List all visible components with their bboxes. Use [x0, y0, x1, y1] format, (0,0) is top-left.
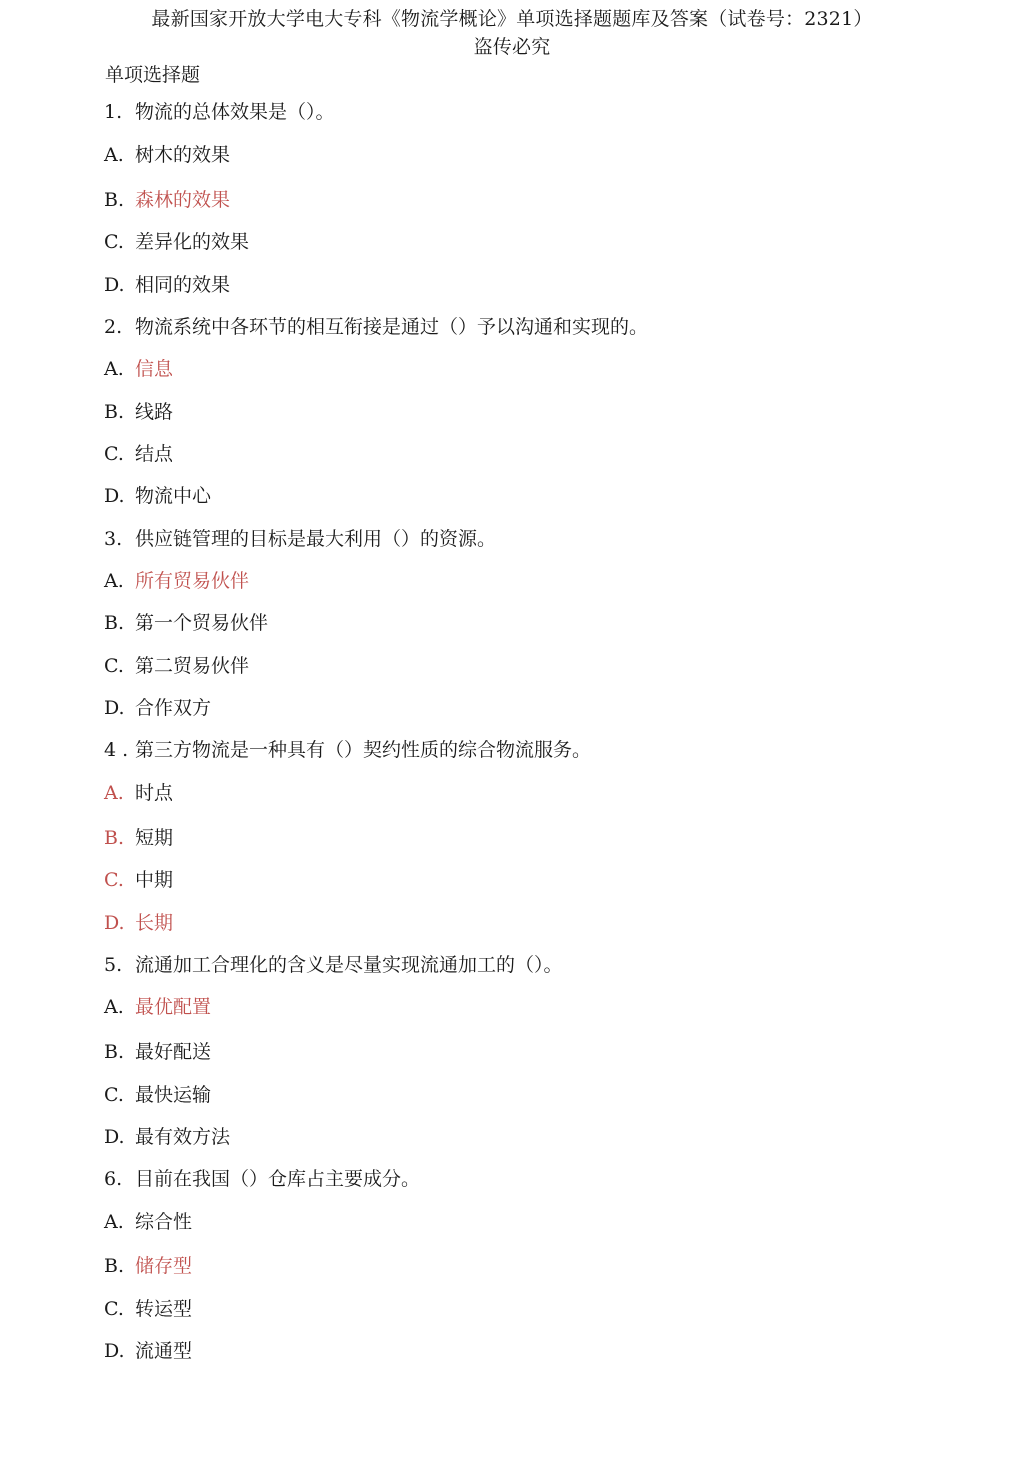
option-text: 转运型 [135, 1298, 193, 1320]
correct-answer-text: 所有贸易伙伴 [135, 570, 250, 592]
option-label: C. [104, 655, 124, 677]
option-label: D. [104, 912, 125, 934]
option-2-b [104, 400, 173, 424]
document-subtitle: 盗传必究 [473, 36, 551, 58]
option-5-d [104, 1125, 230, 1149]
option-1-a [104, 143, 230, 167]
question-number: 1. [104, 101, 123, 123]
option-3-a [104, 569, 249, 593]
option-label: A. [104, 782, 124, 804]
option-text: 综合性 [135, 1211, 193, 1233]
option-text: 结点 [135, 443, 174, 465]
option-4-c [104, 868, 173, 892]
option-2-a [104, 357, 173, 381]
option-text: 物流中心 [135, 485, 212, 507]
option-3-c [104, 654, 249, 678]
option-text: 流通型 [135, 1340, 193, 1362]
option-label: C. [104, 1084, 124, 1106]
option-1-c [104, 230, 249, 254]
option-text: 差异化的效果 [135, 231, 250, 253]
question-5 [104, 953, 563, 977]
question-number: 6. [104, 1168, 123, 1190]
correct-answer-text: 森林的效果 [135, 189, 231, 211]
option-label: D. [104, 697, 125, 719]
correct-answer-text: 储存型 [135, 1255, 193, 1277]
option-text: 相同的效果 [135, 274, 231, 296]
question-text: 物流系统中各环节的相互衔接是通过（）予以沟通和实现的。 [135, 316, 649, 338]
question-1 [104, 100, 335, 124]
option-5-b [104, 1040, 211, 1064]
option-label: A. [104, 1211, 124, 1233]
question-number: 4 . [104, 739, 129, 761]
question-2 [104, 315, 648, 339]
option-label: B. [104, 401, 125, 423]
question-text: 供应链管理的目标是最大利用（）的资源。 [135, 528, 497, 550]
option-2-d [104, 484, 211, 508]
option-4-d [104, 911, 173, 935]
option-text: 中期 [135, 869, 174, 891]
question-6 [104, 1167, 420, 1191]
option-4-b [104, 826, 173, 850]
option-6-d [104, 1339, 192, 1363]
option-text: 线路 [135, 401, 174, 423]
option-3-d [104, 696, 211, 720]
option-label: A. [104, 144, 124, 166]
option-label: A. [104, 358, 124, 380]
option-5-a [104, 995, 211, 1019]
option-text: 最好配送 [135, 1041, 212, 1063]
question-number: 2. [104, 316, 123, 338]
option-label: C. [104, 443, 124, 465]
question-number: 3. [104, 528, 123, 550]
question-number: 5. [104, 954, 123, 976]
question-text: 第三方物流是一种具有（）契约性质的综合物流服务。 [135, 739, 592, 761]
option-label: B. [104, 827, 125, 849]
question-text: 物流的总体效果是（）。 [135, 101, 335, 123]
option-3-b [104, 611, 268, 635]
option-label: D. [104, 274, 125, 296]
section-heading: 单项选择题 [105, 64, 201, 86]
option-label: B. [104, 189, 125, 211]
correct-answer-text: 最优配置 [135, 996, 212, 1018]
option-text: 第一个贸易伙伴 [135, 612, 269, 634]
option-label: B. [104, 612, 125, 634]
option-text: 时点 [135, 782, 174, 804]
option-label: D. [104, 485, 125, 507]
option-5-c [104, 1083, 211, 1107]
option-text: 树木的效果 [135, 144, 231, 166]
option-label: B. [104, 1041, 125, 1063]
question-text: 流通加工合理化的含义是尽量实现流通加工的（）。 [135, 954, 563, 976]
question-3 [104, 527, 496, 551]
option-2-c [104, 442, 173, 466]
document-title: 最新国家开放大学电大专科《物流学概论》单项选择题题库及答案（试卷号：2321） [151, 8, 873, 30]
correct-answer-text: 长期 [135, 912, 174, 934]
option-label: C. [104, 1298, 124, 1320]
option-1-d [104, 273, 230, 297]
question-4 [104, 738, 591, 762]
option-label: B. [104, 1255, 125, 1277]
option-text: 最有效方法 [135, 1126, 231, 1148]
option-label: C. [104, 231, 124, 253]
option-text: 合作双方 [135, 697, 212, 719]
option-6-c [104, 1297, 192, 1321]
option-6-a [104, 1210, 192, 1234]
option-4-a [104, 781, 173, 805]
option-label: C. [104, 869, 124, 891]
option-text: 短期 [135, 827, 174, 849]
option-text: 第二贸易伙伴 [135, 655, 250, 677]
option-6-b [104, 1254, 192, 1278]
option-label: D. [104, 1126, 125, 1148]
question-text: 目前在我国（）仓库占主要成分。 [135, 1168, 421, 1190]
option-label: A. [104, 996, 124, 1018]
correct-answer-text: 信息 [135, 358, 174, 380]
option-label: D. [104, 1340, 125, 1362]
option-text: 最快运输 [135, 1084, 212, 1106]
option-1-b [104, 188, 230, 212]
option-label: A. [104, 570, 124, 592]
